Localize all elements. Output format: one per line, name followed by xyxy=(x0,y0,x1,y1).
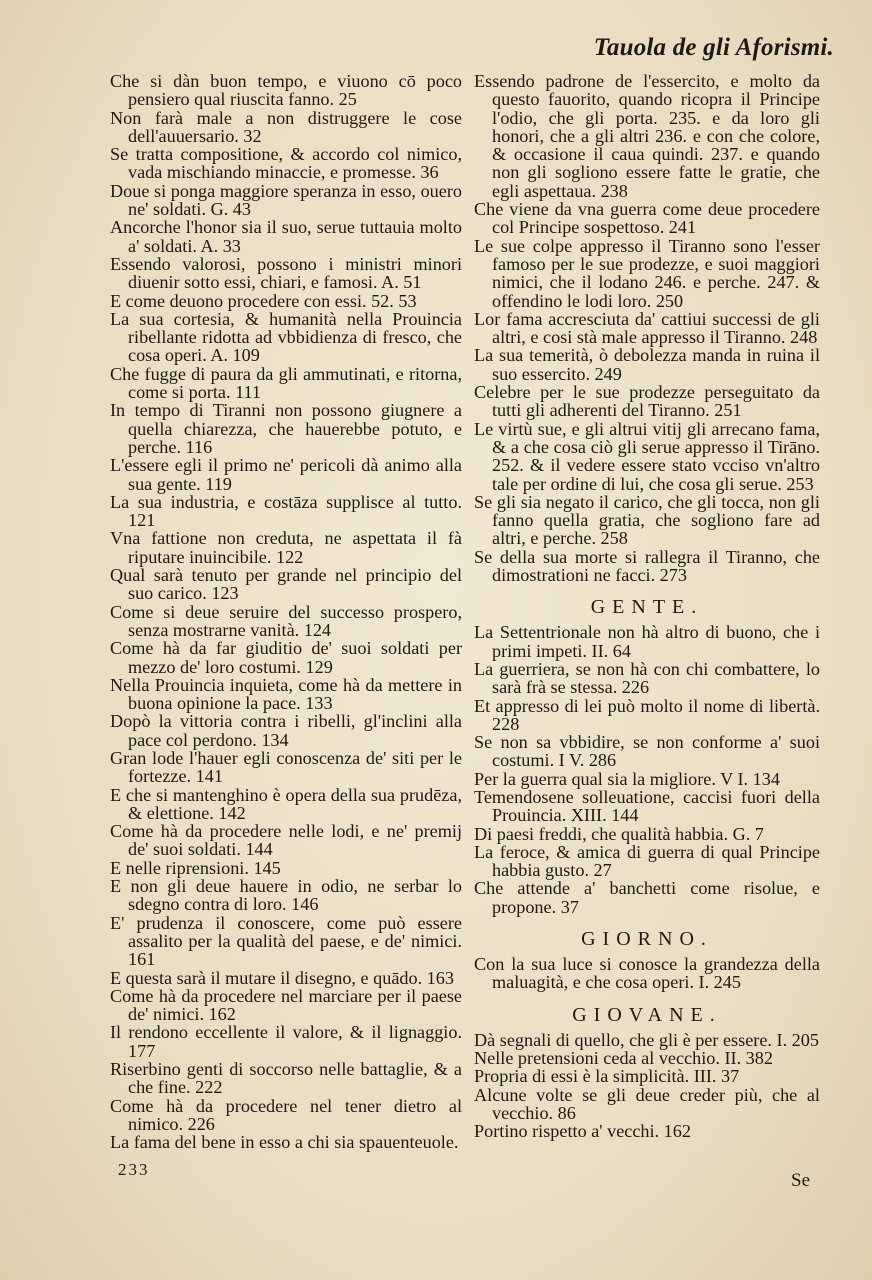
index-entry: Vna fattione non creduta, ne aspettata il fà riputare inuincibile. 122 xyxy=(110,528,462,567)
index-entry: Ancorche l'honor sia il suo, serue tuttauia molto a' soldati. A. 33 xyxy=(110,217,462,256)
index-entry: Il rendono eccellente il valore, & il lignaggio. 177 xyxy=(110,1022,462,1061)
right-column xyxy=(474,72,820,1140)
index-entry: E che si mantenghino è opera della sua prudēza, & elettione. 142 xyxy=(110,784,462,823)
index-entry: E' prudenza il conoscere, come può essere assalito per la qualità del paese, e de' nimici. 161 xyxy=(110,912,462,970)
index-entry: In tempo di Tiranni non possono giugnere a quella chiarezza, che hauerebbe potuto, e perche. 116 xyxy=(110,400,462,457)
index-entry: Lor fama accresciuta da' cattiui successi de gli altri, e cosi stà male appresso il Tiranno. 248 xyxy=(474,308,820,348)
index-entry: Come hà da procedere nel tener dietro al nimico. 226 xyxy=(110,1095,462,1134)
index-entry: Per la guerra qual sia la migliore. V I. 134 xyxy=(474,768,780,789)
index-entry: Portino rispetto a' vecchi. 162 xyxy=(474,1121,691,1142)
index-entry: La sua temerità, ò debolezza manda in ruina il suo essercito. 249 xyxy=(474,345,820,384)
index-entry: Alcune volte se gli deue creder più, che al vecchio. 86 xyxy=(474,1084,820,1123)
index-entry: La feroce, & amica di guerra di qual Principe habbia gusto. 27 xyxy=(474,841,820,881)
index-entry: La guerriera, se non hà con chi combattere, lo sarà frà se stessa. 226 xyxy=(474,658,820,698)
index-entry: La Settentrionale non hà altro di buono, che i primi impeti. II. 64 xyxy=(474,622,820,661)
index-entry: Come hà da procedere nelle lodi, e ne' premij de' suoi soldati. 144 xyxy=(110,821,462,860)
index-entry: E questa sarà il mutare il disegno, e quādo. 163 xyxy=(110,967,454,988)
index-entry: Gran lode l'hauer egli conoscenza de' siti per le fortezze. 141 xyxy=(110,747,462,787)
index-entry: Come hà da far giuditio de' suoi soldati per mezzo de' loro costumi. 129 xyxy=(110,638,462,677)
index-entry: Riserbino genti di soccorso nelle battaglie, & a che fine. 222 xyxy=(110,1059,462,1098)
index-entry: Dà segnali di quello, che gli è per essere. I. 205 xyxy=(474,1029,819,1050)
index-entry: La sua cortesia, & humanità nella Prouincia ribellante ridotta ad vbbidienza di fresco, che cosa operi. A. 109 xyxy=(110,308,462,366)
index-entry: Qual sarà tenuto per grande nel principio del suo carico. 123 xyxy=(110,565,462,604)
index-entry: Se tratta compositione, & accordo col nimico, vada mischiando minaccie, e promesse. 36 xyxy=(110,144,462,183)
index-entry: Con la sua luce si conosce la grandezza della maluagità, e che cosa operi. I. 245 xyxy=(474,954,820,993)
section-heading-giorno: GIORNO. xyxy=(581,928,713,951)
index-entry: Di paesi freddi, che qualità habbia. G. 7 xyxy=(474,823,764,844)
index-entry: Celebre per le sue prodezze perseguitato da tutti gli adherenti del Tiranno. 251 xyxy=(474,382,820,421)
index-entry: Le sue colpe appresso il Tiranno sono l'esser famoso per le sue prodezze, e suoi maggiori nimici, che il lodano 246. e perche. 247. & offendino le lodi loro. 250 xyxy=(474,235,820,311)
index-entry: Dopò la vittoria contra i ribelli, gl'inclini alla pace col perdono. 134 xyxy=(110,711,462,750)
running-head: Tauola de gli Aforismi. xyxy=(593,34,834,61)
index-entry: Non farà male a non distruggere le cose dell'auuersario. 32 xyxy=(110,107,462,146)
index-entry: Che viene da vna guerra come deue procedere col Principe sospettoso. 241 xyxy=(474,199,820,238)
index-entry: Propria di essi è la simplicità. III. 37 xyxy=(474,1066,740,1087)
index-entry: Se gli sia negato il carico, che gli tocca, non gli fanno quella gratia, che sogliono fare ad altri, e perche. 258 xyxy=(474,491,820,549)
index-entry: Se non sa vbbidire, se non conforme a' suoi costumi. I V. 286 xyxy=(474,732,820,771)
index-entry: Come hà da procedere nel marciare per il paese de' nimici. 162 xyxy=(110,985,462,1025)
index-entry: Essendo padrone de l'essercito, e molto da questo fauorito, quando ricopra il Principe l'odio, che gli porta. 235. e da loro gli honori, che a gli altri 236. e con che colore, & occasione il caua quindi. 237. e quando non gli sogliono essere fatte le gratie, che egli aspettaua. 238 xyxy=(474,71,820,201)
index-entry: Essendo valorosi, possono i ministri minori diuenir sotto essi, chiari, e famosi. A. 51 xyxy=(110,253,462,293)
index-entry: Le virtù sue, e gli altrui vitij gli arrecano fama, & a che cosa ciò gli serue appresso il Tirāno. 252. & il vedere essere stato vcciso vn'altro tale per ordine di lui, che cosa gli serue. 253 xyxy=(474,418,820,494)
catchword: Se xyxy=(791,1170,810,1191)
section-heading-giovane: GIOVANE. xyxy=(572,1003,722,1026)
index-entry: Nella Prouincia inquieta, come hà da mettere in buona opinione la pace. 133 xyxy=(110,674,462,714)
index-entry: La fama del bene in esso a chi sia spauenteuole. xyxy=(110,1132,459,1153)
index-entry: E nelle riprensioni. 145 xyxy=(110,857,281,878)
index-entry: Nelle pretensioni ceda al vecchio. II. 382 xyxy=(474,1047,773,1068)
index-entry: L'essere egli il primo ne' pericoli dà animo alla sua gente. 119 xyxy=(110,455,462,494)
index-entry: Che attende a' banchetti come risolue, e propone. 37 xyxy=(474,878,820,917)
index-entry: Et appresso di lei può molto il nome di libertà. 228 xyxy=(474,695,820,734)
index-entry: Che si dàn buon tempo, e viuono cō poco pensiero qual riuscita fanno. 25 xyxy=(110,71,462,110)
section-heading-gente: GENTE. xyxy=(590,596,704,619)
index-entry: Che fugge di paura da gli ammutinati, e ritorna, come si porta. 111 xyxy=(110,363,462,403)
index-entry: E come deuono procedere con essi. 52. 53 xyxy=(110,290,417,311)
index-entry: Se della sua morte si rallegra il Tiranno, che dimostrationi ne facci. 273 xyxy=(474,546,820,586)
left-column xyxy=(110,72,462,1152)
page-number: 233 xyxy=(118,1160,150,1179)
index-entry: Come si deue seruire del successo prospero, senza mostrarne vanità. 124 xyxy=(110,601,462,640)
index-entry: La sua industria, e costāza supplisce al tutto. 121 xyxy=(110,491,462,531)
index-entry: Temendosene solleuatione, caccisi fuori della Prouincia. XIII. 144 xyxy=(474,786,820,826)
index-entry: E non gli deue hauere in odio, ne serbar lo sdegno contra di loro. 146 xyxy=(110,876,462,915)
index-entry: Doue si ponga maggiore speranza in esso, ouero ne' soldati. G. 43 xyxy=(110,180,462,220)
